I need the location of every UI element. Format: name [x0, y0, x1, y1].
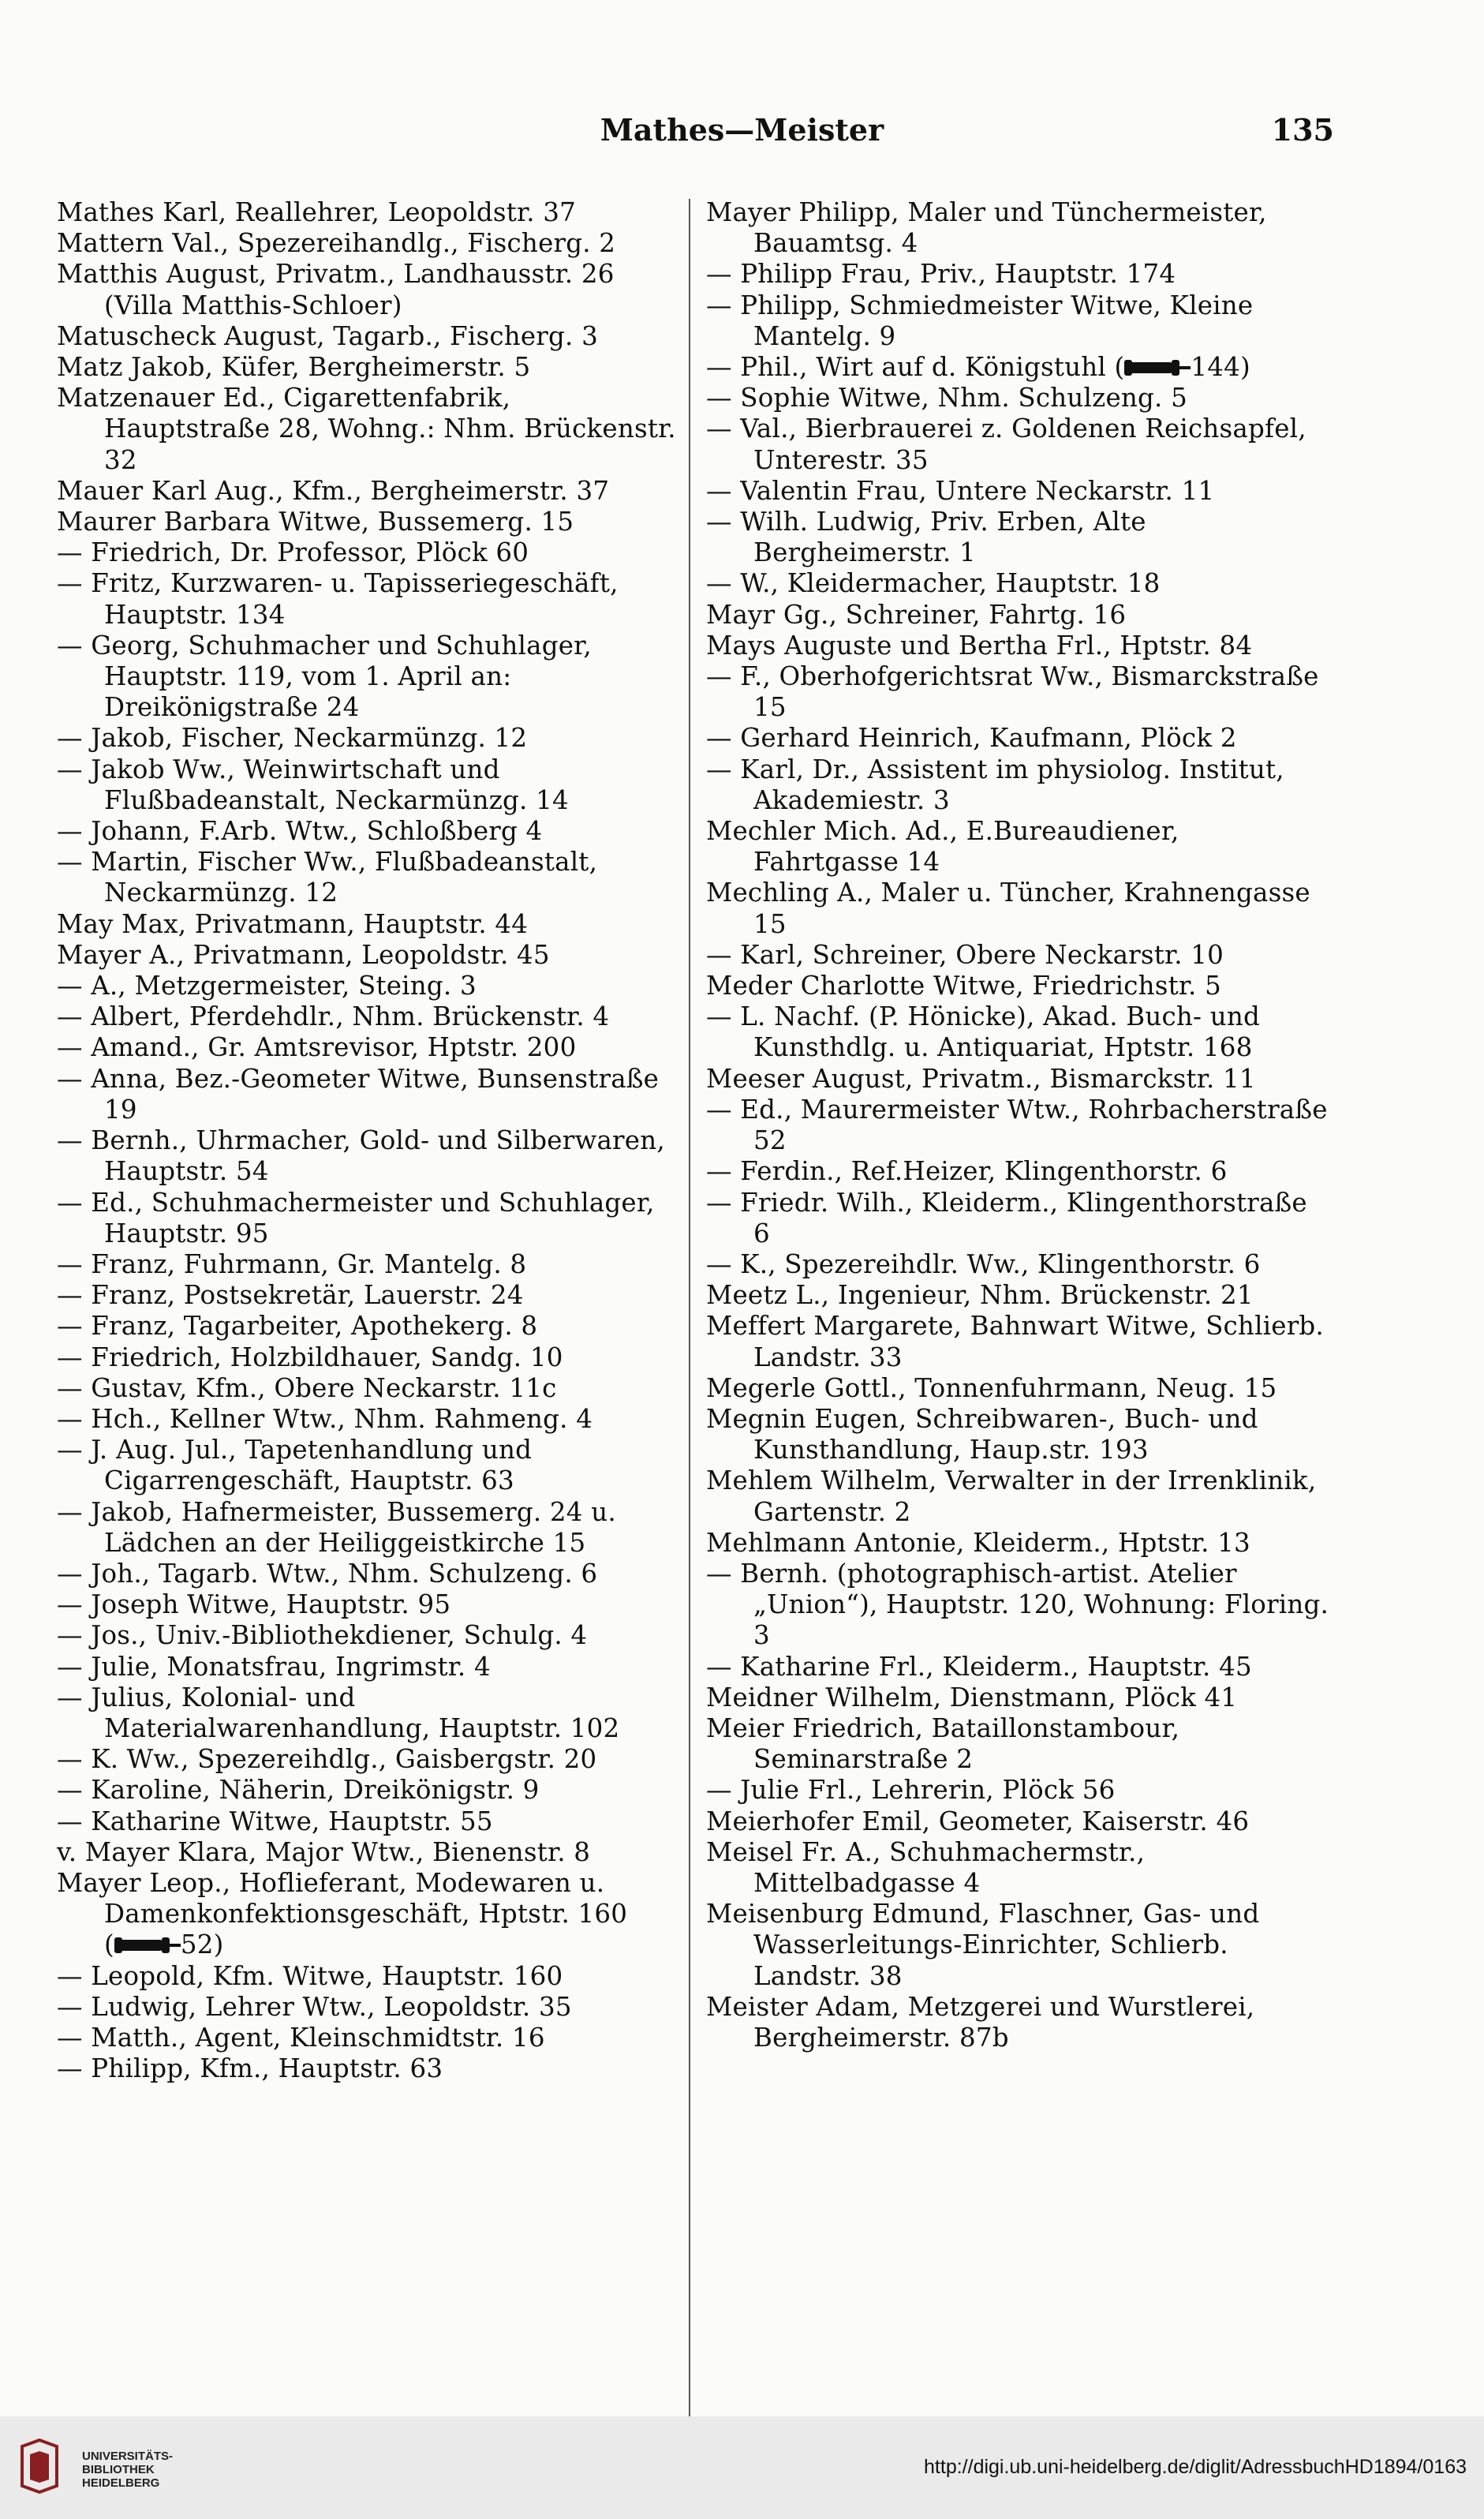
directory-entry: — Sophie Witwe, Nhm. Schulzeng. 5 — [706, 383, 1187, 414]
directory-entry: — Franz, Postsekretär, Lauerstr. 24 — [57, 1280, 524, 1311]
library-name-line: UNIVERSITÄTS- — [82, 2450, 174, 2463]
directory-entry: — Philipp, Schmiedmeister Witwe, Kleine Mantelg. 9 — [706, 290, 1254, 351]
directory-entry: Meder Charlotte Witwe, Friedrichstr. 5 — [706, 971, 1221, 1001]
directory-entry: — Fritz, Kurzwaren- u. Tapisseriegeschäft, Hauptstr. 134 — [57, 568, 619, 630]
directory-entry: — Karl, Schreiner, Obere Neckarstr. 10 — [706, 939, 1224, 970]
directory-entry: — W., Kleidermacher, Hauptstr. 18 — [706, 568, 1161, 599]
directory-entry: Megerle Gottl., Tonnenfuhrmann, Neug. 15 — [706, 1372, 1277, 1403]
telephone-number: 52) — [180, 1929, 224, 1960]
directory-entry: — Julie Frl., Lehrerin, Plöck 56 — [706, 1775, 1116, 1806]
directory-entry: — Amand., Gr. Amtsrevisor, Hptstr. 200 — [57, 1032, 577, 1063]
directory-entry: — K., Spezereihdlr. Ww., Klingenthorstr. 6 — [706, 1248, 1261, 1279]
directory-entry: v. Mayer Klara, Major Wtw., Bienenstr. 8 — [57, 1836, 591, 1867]
right-column — [706, 197, 1329, 2053]
library-name-line: BIBLIOTHEK — [82, 2463, 155, 2476]
directory-entry: Meier Friedrich, Bataillonstambour, Seminarstraße 2 — [706, 1712, 1180, 1775]
library-name-line: HEIDELBERG — [82, 2476, 160, 2490]
directory-entry: Meierhofer Emil, Geometer, Kaiserstr. 46 — [706, 1806, 1250, 1836]
directory-entry: — Julie, Monatsfrau, Ingrimstr. 4 — [57, 1651, 491, 1682]
footer-bar — [0, 2416, 1484, 2519]
directory-entry: Meetz L., Ingenieur, Nhm. Brückenstr. 21 — [706, 1280, 1254, 1311]
directory-entry: — Philipp Frau, Priv., Hauptstr. 174 — [706, 259, 1176, 290]
directory-entry — [706, 352, 1329, 383]
telephone-prefix: ( — [104, 1929, 114, 1960]
directory-entry: — Anna, Bez.-Geometer Witwe, Bunsenstraße 19 — [57, 1063, 660, 1125]
directory-entry: — Katharine Frl., Kleiderm., Hauptstr. 45 — [706, 1651, 1252, 1682]
directory-entry: Mechler Mich. Ad., E.Bureaudiener, Fahrtgasse 14 — [706, 816, 1179, 878]
directory-entry: Megnin Eugen, Schreibwaren-, Buch- und Kunsthandlung, Haup.str. 193 — [706, 1403, 1258, 1465]
page-number: 135 — [1271, 112, 1334, 148]
telephone-number: 144) — [1191, 352, 1250, 383]
directory-entry: — Ed., Maurermeister Wtw., Rohrbacherstraße 52 — [706, 1094, 1328, 1156]
directory-entry: — J. Aug. Jul., Tapetenhandlung und Cigarrengeschäft, Hauptstr. 63 — [57, 1435, 533, 1496]
directory-entry: Meisenburg Edmund, Flaschner, Gas- und Wasserleitungs-Einrichter, Schlierb. Landstr. 38 — [706, 1899, 1260, 1991]
directory-entry: — Joseph Witwe, Hauptstr. 95 — [57, 1589, 451, 1620]
directory-entry: Meffert Margarete, Bahnwart Witwe, Schlierb. Landstr. 33 — [706, 1311, 1324, 1372]
directory-entry: Mayer Philipp, Maler und Tünchermeister, Bauamtsg. 4 — [706, 197, 1267, 259]
directory-entry: — F., Oberhofgerichtsrat Ww., Bismarckstraße 15 — [706, 661, 1319, 723]
directory-entry: — Karl, Dr., Assistent im physiolog. Institut, Akademiestr. 3 — [706, 754, 1284, 815]
directory-entry: — Matth., Agent, Kleinschmidtstr. 16 — [57, 2022, 545, 2053]
directory-entry: Meister Adam, Metzgerei und Wurstlerei, Bergheimerstr. 87b — [706, 1991, 1255, 2053]
directory-entry: — Friedrich, Holzbildhauer, Sandg. 10 — [57, 1342, 563, 1372]
directory-entry: — Philipp, Kfm., Hauptstr. 63 — [57, 2053, 443, 2084]
directory-entry: Mechling A., Maler u. Tüncher, Krahnengasse 15 — [706, 878, 1310, 939]
directory-entry: — Jakob, Hafnermeister, Bussemerg. 24 u. Lädchen an der Heiliggeistkirche 15 — [57, 1496, 616, 1558]
directory-entry: — Georg, Schuhmacher und Schuhlager, Hauptstr. 119, vom 1. April an: Dreikönigstraße 24 — [57, 630, 592, 723]
telephone-icon — [114, 1935, 181, 1956]
directory-entry: Mayer Leop., Hoflieferant, Modewaren u. Damenkonfektionsgeschäft, Hptstr. 160 — [57, 1867, 628, 1929]
directory-entry: Matz Jakob, Küfer, Bergheimerstr. 5 — [57, 352, 531, 383]
directory-entry: — Wilh. Ludwig, Priv. Erben, Alte Bergheimerstr. 1 — [706, 507, 1146, 568]
directory-entry: — Bernh., Uhrmacher, Gold- und Silberwaren, Hauptstr. 54 — [57, 1125, 665, 1187]
directory-entry: Matzenauer Ed., Cigarettenfabrik, Hauptstraße 28, Wohng.: Nhm. Brückenstr. 32 — [57, 383, 676, 475]
directory-entry: — Albert, Pferdehdlr., Nhm. Brückenstr. 4 — [57, 1001, 610, 1032]
directory-entry: — Val., Bierbrauerei z. Goldenen Reichsapfel, Unterestr. 35 — [706, 414, 1306, 475]
directory-entry: — Jakob, Fischer, Neckarmünzg. 12 — [57, 723, 528, 754]
directory-entry: — Martin, Fischer Ww., Flußbadeanstalt, Neckarmünzg. 12 — [57, 847, 598, 908]
directory-entry: — Ludwig, Lehrer Wtw., Leopoldstr. 35 — [57, 1991, 572, 2022]
directory-entry: — Valentin Frau, Untere Neckarstr. 11 — [706, 475, 1215, 506]
directory-entry: — Gerhard Heinrich, Kaufmann, Plöck 2 — [706, 723, 1237, 754]
directory-entry: — Leopold, Kfm. Witwe, Hauptstr. 160 — [57, 1960, 563, 1991]
directory-entry: — L. Nachf. (P. Hönicke), Akad. Buch- und Kunsthdlg. u. Antiquariat, Hptstr. 168 — [706, 1001, 1261, 1063]
directory-entry: — A., Metzgermeister, Steing. 3 — [57, 971, 477, 1001]
entry-text: — Phil., Wirt auf d. Königstuhl ( — [706, 352, 1125, 383]
directory-entry: Mays Auguste und Bertha Frl., Hptstr. 84 — [706, 630, 1253, 661]
directory-entry: — Bernh. (photographisch-artist. Atelier „Union“), Hauptstr. 120, Wohnung: Floring. 3 — [706, 1558, 1329, 1651]
telephone-icon — [1124, 357, 1191, 378]
column-divider — [689, 199, 690, 2456]
directory-entry: May Max, Privatmann, Hauptstr. 44 — [57, 908, 529, 939]
directory-entry: — Johann, F.Arb. Wtw., Schloßberg 4 — [57, 816, 543, 847]
directory-entry: Mehlem Wilhelm, Verwalter in der Irrenklinik, Gartenstr. 2 — [706, 1465, 1317, 1527]
page-title: Mathes—Meister — [600, 112, 884, 148]
directory-entry: Mayr Gg., Schreiner, Fahrtg. 16 — [706, 599, 1127, 630]
directory-entry: Meisel Fr. A., Schuhmachermstr., Mittelbadgasse 4 — [706, 1836, 1146, 1898]
directory-entry: — Ed., Schuhmachermeister und Schuhlager, Hauptstr. 95 — [57, 1187, 655, 1248]
directory-entry: Mayer A., Privatmann, Leopoldstr. 45 — [57, 939, 550, 970]
directory-entry: — Friedrich, Dr. Professor, Plöck 60 — [57, 537, 529, 568]
directory-entry — [57, 1929, 680, 1960]
university-library-logo — [17, 2439, 62, 2494]
directory-entry: — Franz, Fuhrmann, Gr. Mantelg. 8 — [57, 1248, 527, 1279]
directory-entry: — Julius, Kolonial- und Materialwarenhandlung, Hauptstr. 102 — [57, 1682, 620, 1743]
directory-entry: Mehlmann Antonie, Kleiderm., Hptstr. 13 — [706, 1527, 1250, 1558]
directory-entry: — Friedr. Wilh., Kleiderm., Klingenthorstraße 6 — [706, 1187, 1307, 1248]
directory-entry: — Gustav, Kfm., Obere Neckarstr. 11c — [57, 1372, 557, 1403]
directory-entry: — Karoline, Näherin, Dreikönigstr. 9 — [57, 1775, 540, 1806]
directory-entry: Mauer Karl Aug., Kfm., Bergheimerstr. 37 — [57, 475, 610, 506]
directory-entry: Meeser August, Privatm., Bismarckstr. 11 — [706, 1063, 1256, 1094]
directory-entry: — Jakob Ww., Weinwirtschaft und Flußbadeanstalt, Neckarmünzg. 14 — [57, 754, 569, 815]
directory-entry: — Joh., Tagarb. Wtw., Nhm. Schulzeng. 6 — [57, 1558, 598, 1589]
directory-entry: Meidner Wilhelm, Dienstmann, Plöck 41 — [706, 1682, 1238, 1712]
directory-entry: — Katharine Witwe, Hauptstr. 55 — [57, 1806, 493, 1836]
source-url-link[interactable]: http://digi.ub.uni-heidelberg.de/diglit/AdressbuchHD1894/0163 — [924, 2456, 1467, 2478]
directory-entry: — K. Ww., Spezereihdlg., Gaisbergstr. 20 — [57, 1744, 597, 1775]
directory-entry: Mattern Val., Spezereihandlg., Fischerg. 2 — [57, 228, 616, 259]
left-column — [57, 197, 680, 2084]
directory-entry: Mathes Karl, Reallehrer, Leopoldstr. 37 — [57, 197, 577, 227]
directory-entry: Maurer Barbara Witwe, Bussemerg. 15 — [57, 507, 574, 537]
directory-entry: Matuscheck August, Tagarb., Fischerg. 3 — [57, 320, 598, 351]
directory-entry: — Jos., Univ.-Bibliothekdiener, Schulg. 4 — [57, 1620, 588, 1651]
page-header — [0, 112, 1484, 152]
directory-entry: — Franz, Tagarbeiter, Apothekerg. 8 — [57, 1311, 538, 1342]
directory-entry: — Ferdin., Ref.Heizer, Klingenthorstr. 6 — [706, 1156, 1228, 1187]
library-name — [82, 2450, 173, 2490]
directory-entry: Matthis August, Privatm., Landhausstr. 26 (Villa Matthis-Schloer) — [57, 259, 615, 320]
directory-entry: — Hch., Kellner Wtw., Nhm. Rahmeng. 4 — [57, 1403, 593, 1434]
